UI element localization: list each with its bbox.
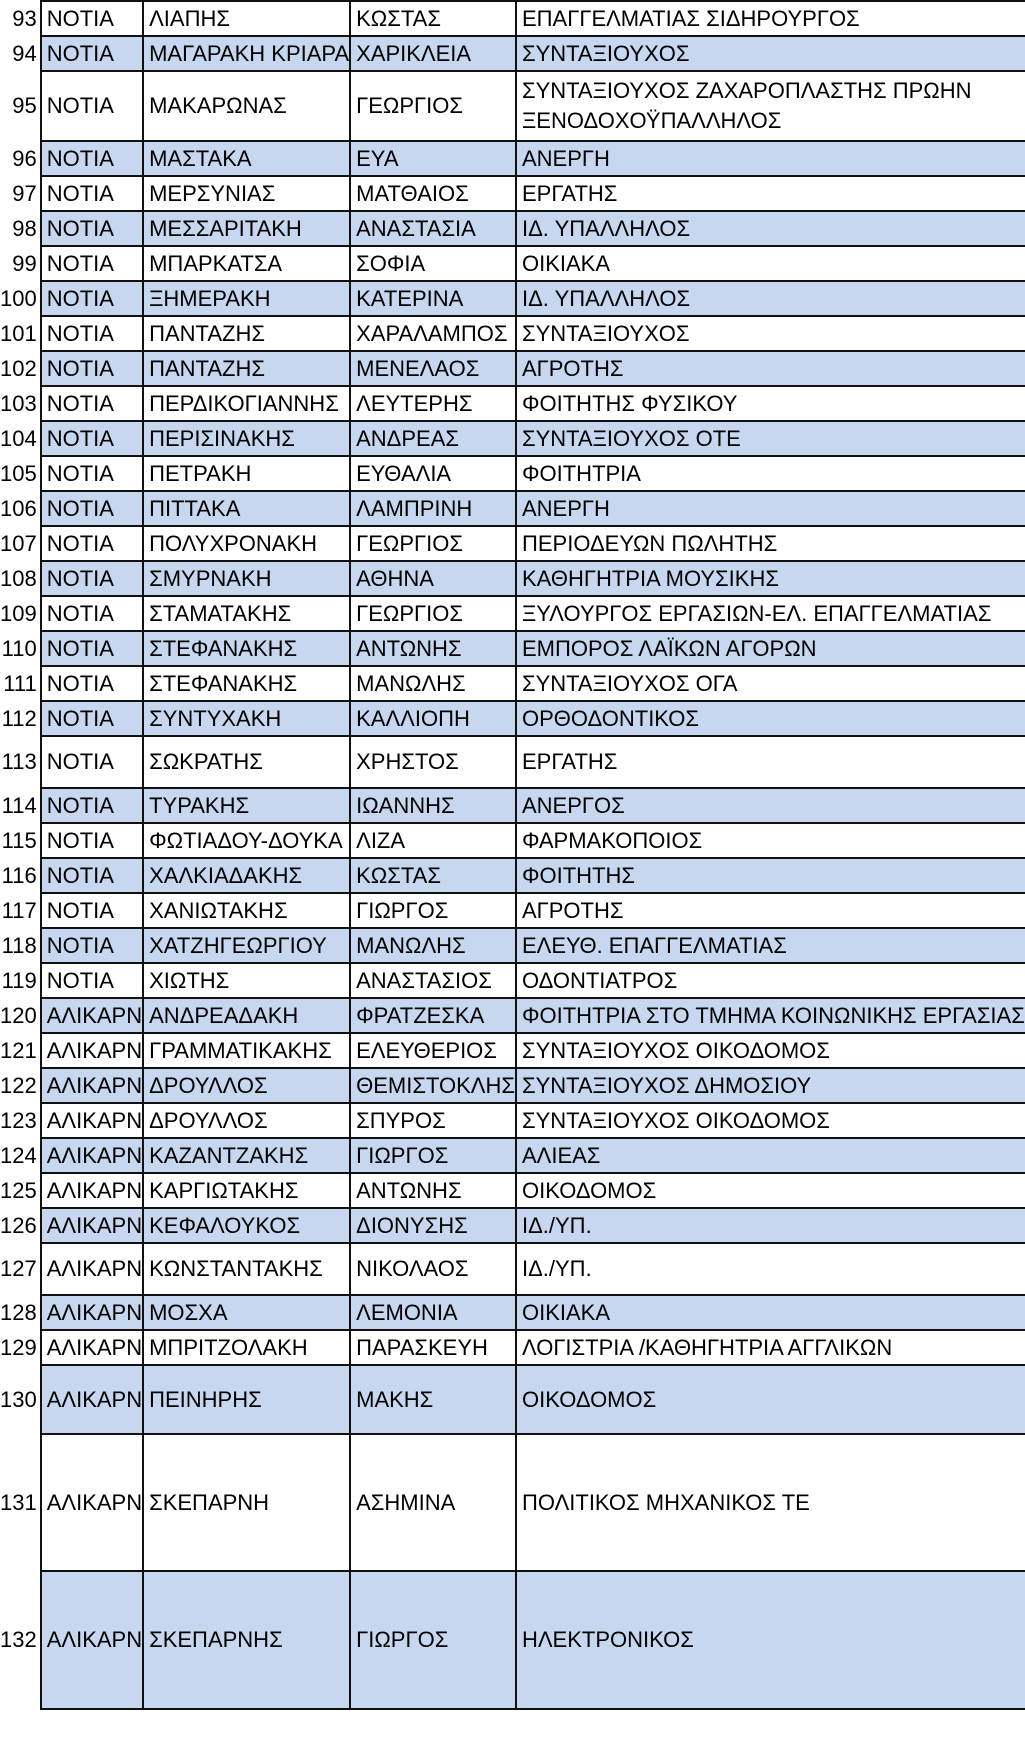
surname-cell: ΛΙΑΠΗΣ xyxy=(143,1,350,36)
occupation-cell: ΚΑΘΗΓΗΤΡΙΑ ΜΟΥΣΙΚΗΣ xyxy=(516,561,1025,596)
first-name-cell: ΕΥΘΑΛΙΑ xyxy=(350,456,516,491)
first-name-cell: ΣΠΥΡΟΣ xyxy=(350,1103,516,1138)
occupation-cell: ΑΓΡΟΤΗΣ xyxy=(516,351,1025,386)
surname-cell: ΜΠΑΡΚΑΤΣΑ xyxy=(143,246,350,281)
table-row xyxy=(0,1068,1025,1103)
row-number: 116 xyxy=(0,858,41,893)
table-row xyxy=(0,596,1025,631)
row-number: 127 xyxy=(0,1243,41,1295)
surname-cell: ΠΕΡΙΣΙΝΑΚΗΣ xyxy=(143,421,350,456)
surname-cell: ΠΟΛΥΧΡΟΝΑΚΗ xyxy=(143,526,350,561)
row-number: 106 xyxy=(0,491,41,526)
row-number: 105 xyxy=(0,456,41,491)
first-name-cell: ΦΡΑΤΖΕΣΚΑ xyxy=(350,998,516,1033)
row-number: 132 xyxy=(0,1571,41,1709)
first-name-cell: ΑΝΤΩΝΗΣ xyxy=(350,1173,516,1208)
row-number: 131 xyxy=(0,1434,41,1571)
table-row xyxy=(0,211,1025,246)
first-name-cell: ΠΑΡΑΣΚΕΥΗ xyxy=(350,1330,516,1365)
surname-cell: ΣΤΕΦΑΝΑΚΗΣ xyxy=(143,666,350,701)
area-cell: ΑΛΙΚΑΡΝ xyxy=(41,1033,143,1068)
first-name-cell: ΧΑΡΙΚΛΕΙΑ xyxy=(350,36,516,71)
occupation-cell: ΣΥΝΤΑΞΙΟΥΧΟΣ ΟΙΚΟΔΟΜΟΣ xyxy=(516,1033,1025,1068)
area-cell: ΝΟΤΙΑ xyxy=(41,176,143,211)
table-row xyxy=(0,788,1025,823)
occupation-cell: ΦΟΙΤΗΤΡΙΑ ΣΤΟ ΤΜΗΜΑ ΚΟΙΝΩΝΙΚΗΣ ΕΡΓΑΣΙΑΣ xyxy=(516,998,1025,1033)
surname-cell: ΠΑΝΤΑΖΗΣ xyxy=(143,316,350,351)
area-cell: ΑΛΙΚΑΡΝ xyxy=(41,1138,143,1173)
surname-cell: ΣΜΥΡΝΑΚΗ xyxy=(143,561,350,596)
row-number: 113 xyxy=(0,736,41,788)
area-cell: ΑΛΙΚΑΡΝ xyxy=(41,1173,143,1208)
row-number: 129 xyxy=(0,1330,41,1365)
row-number: 118 xyxy=(0,928,41,963)
table-row xyxy=(0,963,1025,998)
occupation-cell: ΦΟΙΤΗΤΡΙΑ xyxy=(516,456,1025,491)
first-name-cell: ΑΘΗΝΑ xyxy=(350,561,516,596)
area-cell: ΝΟΤΙΑ xyxy=(41,386,143,421)
occupation-cell: ΦΟΙΤΗΤΗΣ xyxy=(516,858,1025,893)
table-row xyxy=(0,1,1025,36)
occupation-cell: ΦΑΡΜΑΚΟΠΟΙΟΣ xyxy=(516,823,1025,858)
first-name-cell: ΚΩΣΤΑΣ xyxy=(350,858,516,893)
table-row xyxy=(0,176,1025,211)
occupation-cell: ΟΡΘΟΔΟΝΤΙΚΟΣ xyxy=(516,701,1025,736)
area-cell: ΝΟΤΙΑ xyxy=(41,893,143,928)
area-cell: ΝΟΤΙΑ xyxy=(41,316,143,351)
first-name-cell: ΛΑΜΠΡΙΝΗ xyxy=(350,491,516,526)
row-number: 128 xyxy=(0,1295,41,1330)
occupation-cell: ΦΟΙΤΗΤΗΣ ΦΥΣΙΚΟΥ xyxy=(516,386,1025,421)
table-row xyxy=(0,386,1025,421)
row-number: 110 xyxy=(0,631,41,666)
first-name-cell: ΧΡΗΣΤΟΣ xyxy=(350,736,516,788)
area-cell: ΝΟΤΙΑ xyxy=(41,1,143,36)
row-number: 109 xyxy=(0,596,41,631)
row-number: 101 xyxy=(0,316,41,351)
area-cell: ΝΟΤΙΑ xyxy=(41,561,143,596)
area-cell: ΑΛΙΚΑΡΝ xyxy=(41,1295,143,1330)
table-row xyxy=(0,1243,1025,1295)
surname-cell: ΧΙΩΤΗΣ xyxy=(143,963,350,998)
first-name-cell: ΘΕΜΙΣΤΟΚΛΗΣ xyxy=(350,1068,516,1103)
first-name-cell: ΑΣΗΜΙΝΑ xyxy=(350,1434,516,1571)
row-number: 130 xyxy=(0,1365,41,1434)
first-name-cell: ΚΩΣΤΑΣ xyxy=(350,1,516,36)
surname-cell: ΧΑΝΙΩΤΑΚΗΣ xyxy=(143,893,350,928)
surname-cell: ΤΥΡΑΚΗΣ xyxy=(143,788,350,823)
row-number: 119 xyxy=(0,963,41,998)
first-name-cell: ΙΩΑΝΝΗΣ xyxy=(350,788,516,823)
first-name-cell: ΑΝΤΩΝΗΣ xyxy=(350,631,516,666)
row-number: 121 xyxy=(0,1033,41,1068)
occupation-cell: ΛΟΓΙΣΤΡΙΑ /ΚΑΘΗΓΗΤΡΙΑ ΑΓΓΛΙΚΩΝ xyxy=(516,1330,1025,1365)
first-name-cell: ΜΑΝΩΛΗΣ xyxy=(350,666,516,701)
area-cell: ΝΟΤΙΑ xyxy=(41,963,143,998)
area-cell: ΑΛΙΚΑΡΝ xyxy=(41,1103,143,1138)
table-row xyxy=(0,998,1025,1033)
occupation-cell: ΗΛΕΚΤΡΟΝΙΚΟΣ xyxy=(516,1571,1025,1709)
occupation-cell: ΑΝΕΡΓΟΣ xyxy=(516,788,1025,823)
area-cell: ΝΟΤΙΑ xyxy=(41,71,143,141)
row-number: 114 xyxy=(0,788,41,823)
first-name-cell: ΚΑΛΛΙΟΠΗ xyxy=(350,701,516,736)
row-number: 93 xyxy=(0,1,41,36)
surname-cell: ΔΡΟΥΛΛΟΣ xyxy=(143,1068,350,1103)
occupation-cell: ΣΥΝΤΑΞΙΟΥΧΟΣ ΟΓΑ xyxy=(516,666,1025,701)
table-row xyxy=(0,246,1025,281)
occupation-cell: ΠΕΡΙΟΔΕΥΩΝ ΠΩΛΗΤΗΣ xyxy=(516,526,1025,561)
area-cell: ΝΟΤΙΑ xyxy=(41,141,143,176)
first-name-cell: ΓΕΩΡΓΙΟΣ xyxy=(350,526,516,561)
occupation-cell: ΕΜΠΟΡΟΣ ΛΑΪΚΩΝ ΑΓΟΡΩΝ xyxy=(516,631,1025,666)
row-number: 115 xyxy=(0,823,41,858)
area-cell: ΝΟΤΙΑ xyxy=(41,928,143,963)
table-row xyxy=(0,736,1025,788)
surname-cell: ΓΡΑΜΜΑΤΙΚΑΚΗΣ xyxy=(143,1033,350,1068)
occupation-cell: ΑΝΕΡΓΗ xyxy=(516,141,1025,176)
first-name-cell: ΝΙΚΟΛΑΟΣ xyxy=(350,1243,516,1295)
area-cell: ΝΟΤΙΑ xyxy=(41,596,143,631)
area-cell: ΝΟΤΙΑ xyxy=(41,36,143,71)
first-name-cell: ΓΙΩΡΓΟΣ xyxy=(350,1138,516,1173)
first-name-cell: ΑΝΔΡΕΑΣ xyxy=(350,421,516,456)
area-cell: ΝΟΤΙΑ xyxy=(41,736,143,788)
table-row xyxy=(0,421,1025,456)
first-name-cell: ΜΑΚΗΣ xyxy=(350,1365,516,1434)
table-row xyxy=(0,1295,1025,1330)
area-cell: ΝΟΤΙΑ xyxy=(41,631,143,666)
occupation-cell: ΙΔ./ΥΠ. xyxy=(516,1243,1025,1295)
row-number: 123 xyxy=(0,1103,41,1138)
occupation-cell: ΣΥΝΤΑΞΙΟΥΧΟΣ ΔΗΜΟΣΙΟΥ xyxy=(516,1068,1025,1103)
row-number: 107 xyxy=(0,526,41,561)
first-name-cell: ΧΑΡΑΛΑΜΠΟΣ xyxy=(350,316,516,351)
surname-cell: ΠΙΤΤΑΚΑ xyxy=(143,491,350,526)
first-name-cell: ΜΑΝΩΛΗΣ xyxy=(350,928,516,963)
surname-cell: ΜΟΣΧΑ xyxy=(143,1295,350,1330)
row-number: 126 xyxy=(0,1208,41,1243)
area-cell: ΝΟΤΙΑ xyxy=(41,456,143,491)
row-number: 95 xyxy=(0,71,41,141)
surname-cell: ΑΝΔΡΕΑΔΑΚΗ xyxy=(143,998,350,1033)
table-row xyxy=(0,141,1025,176)
area-cell: ΝΟΤΙΑ xyxy=(41,701,143,736)
row-number: 103 xyxy=(0,386,41,421)
surname-cell: ΧΑΛΚΙΑΔΑΚΗΣ xyxy=(143,858,350,893)
surname-cell: ΚΑΡΓΙΩΤΑΚΗΣ xyxy=(143,1173,350,1208)
area-cell: ΝΟΤΙΑ xyxy=(41,788,143,823)
area-cell: ΝΟΤΙΑ xyxy=(41,858,143,893)
table-row xyxy=(0,631,1025,666)
occupation-cell: ΟΙΚΙΑΚΑ xyxy=(516,246,1025,281)
area-cell: ΑΛΙΚΑΡΝ xyxy=(41,1571,143,1709)
occupation-cell: ΑΓΡΟΤΗΣ xyxy=(516,893,1025,928)
table-row xyxy=(0,71,1025,141)
occupation-cell: ΣΥΝΤΑΞΙΟΥΧΟΣ xyxy=(516,36,1025,71)
table-row xyxy=(0,491,1025,526)
surname-cell: ΠΕΙΝΗΡΗΣ xyxy=(143,1365,350,1434)
area-cell: ΑΛΙΚΑΡΝ xyxy=(41,1330,143,1365)
table-row xyxy=(0,858,1025,893)
first-name-cell: ΑΝΑΣΤΑΣΙΟΣ xyxy=(350,963,516,998)
surname-cell: ΜΑΣΤΑΚΑ xyxy=(143,141,350,176)
first-name-cell: ΛΕΥΤΕΡΗΣ xyxy=(350,386,516,421)
surname-cell: ΧΑΤΖΗΓΕΩΡΓΙΟΥ xyxy=(143,928,350,963)
area-cell: ΝΟΤΙΑ xyxy=(41,666,143,701)
area-cell: ΑΛΙΚΑΡΝ xyxy=(41,1208,143,1243)
area-cell: ΑΛΙΚΑΡΝ xyxy=(41,1068,143,1103)
table-row xyxy=(0,281,1025,316)
first-name-cell: ΜΑΤΘΑΙΟΣ xyxy=(350,176,516,211)
first-name-cell: ΛΙΖΑ xyxy=(350,823,516,858)
occupation-cell: ΕΡΓΑΤΗΣ xyxy=(516,736,1025,788)
first-name-cell: ΣΟΦΙΑ xyxy=(350,246,516,281)
surname-cell: ΠΕΤΡΑΚΗ xyxy=(143,456,350,491)
surname-cell: ΣΚΕΠΑΡΝΗΣ xyxy=(143,1571,350,1709)
surname-cell: ΣΥΝΤΥΧΑΚΗ xyxy=(143,701,350,736)
row-number: 96 xyxy=(0,141,41,176)
row-number: 125 xyxy=(0,1173,41,1208)
area-cell: ΝΟΤΙΑ xyxy=(41,526,143,561)
row-number: 97 xyxy=(0,176,41,211)
surname-cell: ΞΗΜΕΡΑΚΗ xyxy=(143,281,350,316)
occupation-cell: ΙΔ. ΥΠΑΛΛΗΛΟΣ xyxy=(516,281,1025,316)
surname-cell: ΣΤΕΦΑΝΑΚΗΣ xyxy=(143,631,350,666)
first-name-cell: ΓΕΩΡΓΙΟΣ xyxy=(350,596,516,631)
row-number: 102 xyxy=(0,351,41,386)
occupation-cell: ΑΝΕΡΓΗ xyxy=(516,491,1025,526)
row-number: 111 xyxy=(0,666,41,701)
surname-cell: ΠΕΡΔΙΚΟΓΙΑΝΝΗΣ xyxy=(143,386,350,421)
area-cell: ΝΟΤΙΑ xyxy=(41,351,143,386)
row-number: 104 xyxy=(0,421,41,456)
area-cell: ΑΛΙΚΑΡΝ xyxy=(41,1434,143,1571)
occupation-cell: ΙΔ./ΥΠ. xyxy=(516,1208,1025,1243)
row-number: 94 xyxy=(0,36,41,71)
surname-cell: ΚΕΦΑΛΟΥΚΟΣ xyxy=(143,1208,350,1243)
table-row xyxy=(0,1434,1025,1571)
occupation-cell: ΠΟΛΙΤΙΚΟΣ ΜΗΧΑΝΙΚΟΣ ΤΕ xyxy=(516,1434,1025,1571)
occupation-cell: ΟΙΚΟΔΟΜΟΣ xyxy=(516,1365,1025,1434)
first-name-cell: ΓΙΩΡΓΟΣ xyxy=(350,1571,516,1709)
table-row xyxy=(0,928,1025,963)
row-number: 112 xyxy=(0,701,41,736)
surname-cell: ΣΩΚΡΑΤΗΣ xyxy=(143,736,350,788)
row-number: 124 xyxy=(0,1138,41,1173)
table-row xyxy=(0,316,1025,351)
surname-cell: ΜΠΡΙΤΖΟΛΑΚΗ xyxy=(143,1330,350,1365)
first-name-cell: ΑΝΑΣΤΑΣΙΑ xyxy=(350,211,516,246)
occupation-cell: ΙΔ. ΥΠΑΛΛΗΛΟΣ xyxy=(516,211,1025,246)
surname-cell: ΚΩΝΣΤΑΝΤΑΚΗΣ xyxy=(143,1243,350,1295)
area-cell: ΝΟΤΙΑ xyxy=(41,491,143,526)
occupation-cell: ΞΥΛΟΥΡΓΟΣ ΕΡΓΑΣΙΩΝ-ΕΛ. ΕΠΑΓΓΕΛΜΑΤΙΑΣ xyxy=(516,596,1025,631)
surname-cell: ΜΑΚΑΡΩΝΑΣ xyxy=(143,71,350,141)
first-name-cell: ΛΕΜΟΝΙΑ xyxy=(350,1295,516,1330)
row-number: 120 xyxy=(0,998,41,1033)
occupation-cell: ΣΥΝΤΑΞΙΟΥΧΟΣ ΖΑΧΑΡΟΠΛΑΣΤΗΣ ΠΡΩΗΝ ΞΕΝΟΔΟΧΟΫΠΑΛΛΗΛΟΣ xyxy=(516,71,1025,141)
row-number: 108 xyxy=(0,561,41,596)
occupation-cell: ΟΔΟΝΤΙΑΤΡΟΣ xyxy=(516,963,1025,998)
surname-cell: ΜΕΣΣΑΡΙΤΑΚΗ xyxy=(143,211,350,246)
area-cell: ΝΟΤΙΑ xyxy=(41,246,143,281)
table-row xyxy=(0,1571,1025,1709)
table-row xyxy=(0,1365,1025,1434)
occupation-cell: ΑΛΙΕΑΣ xyxy=(516,1138,1025,1173)
row-number: 100 xyxy=(0,281,41,316)
table-row xyxy=(0,893,1025,928)
table-row xyxy=(0,1330,1025,1365)
table-row xyxy=(0,36,1025,71)
surname-cell: ΜΑΓΑΡΑΚΗ ΚΡΙΑΡΑ xyxy=(143,36,350,71)
area-cell: ΑΛΙΚΑΡΝ xyxy=(41,998,143,1033)
occupation-cell: ΟΙΚΙΑΚΑ xyxy=(516,1295,1025,1330)
occupation-cell: ΣΥΝΤΑΞΙΟΥΧΟΣ ΟΤΕ xyxy=(516,421,1025,456)
table-row xyxy=(0,666,1025,701)
first-name-cell: ΜΕΝΕΛΑΟΣ xyxy=(350,351,516,386)
occupation-cell: ΣΥΝΤΑΞΙΟΥΧΟΣ xyxy=(516,316,1025,351)
surname-cell: ΦΩΤΙΑΔΟΥ-ΔΟΥΚΑ xyxy=(143,823,350,858)
surname-cell: ΠΑΝΤΑΖΗΣ xyxy=(143,351,350,386)
table-row xyxy=(0,1208,1025,1243)
area-cell: ΝΟΤΙΑ xyxy=(41,421,143,456)
table-row xyxy=(0,823,1025,858)
area-cell: ΑΛΙΚΑΡΝ xyxy=(41,1243,143,1295)
row-number: 99 xyxy=(0,246,41,281)
occupation-cell: ΣΥΝΤΑΞΙΟΥΧΟΣ ΟΙΚΟΔΟΜΟΣ xyxy=(516,1103,1025,1138)
occupation-cell: ΕΠΑΓΓΕΛΜΑΤΙΑΣ ΣΙΔΗΡΟΥΡΓΟΣ xyxy=(516,1,1025,36)
first-name-cell: ΓΕΩΡΓΙΟΣ xyxy=(350,71,516,141)
first-name-cell: ΓΙΩΡΓΟΣ xyxy=(350,893,516,928)
row-number: 117 xyxy=(0,893,41,928)
surname-cell: ΔΡΟΥΛΛΟΣ xyxy=(143,1103,350,1138)
surname-cell: ΣΤΑΜΑΤΑΚΗΣ xyxy=(143,596,350,631)
first-name-cell: ΔΙΟΝΥΣΗΣ xyxy=(350,1208,516,1243)
table-row xyxy=(0,1173,1025,1208)
occupation-cell: ΟΙΚΟΔΟΜΟΣ xyxy=(516,1173,1025,1208)
first-name-cell: ΚΑΤΕΡΙΝΑ xyxy=(350,281,516,316)
area-cell: ΝΟΤΙΑ xyxy=(41,281,143,316)
surname-cell: ΚΑΖΑΝΤΖΑΚΗΣ xyxy=(143,1138,350,1173)
row-number: 122 xyxy=(0,1068,41,1103)
area-cell: ΝΟΤΙΑ xyxy=(41,211,143,246)
table-row xyxy=(0,1138,1025,1173)
table-row xyxy=(0,456,1025,491)
surname-cell: ΜΕΡΣΥΝΙΑΣ xyxy=(143,176,350,211)
first-name-cell: ΕΥΑ xyxy=(350,141,516,176)
area-cell: ΑΛΙΚΑΡΝ xyxy=(41,1365,143,1434)
first-name-cell: ΕΛΕΥΘΕΡΙΟΣ xyxy=(350,1033,516,1068)
row-number: 98 xyxy=(0,211,41,246)
table-row xyxy=(0,701,1025,736)
surname-cell: ΣΚΕΠΑΡΝΗ xyxy=(143,1434,350,1571)
table-row xyxy=(0,561,1025,596)
spreadsheet-body xyxy=(0,1,1025,1709)
occupation-cell: ΕΛΕΥΘ. ΕΠΑΓΓΕΛΜΑΤΙΑΣ xyxy=(516,928,1025,963)
table-row xyxy=(0,526,1025,561)
table-row xyxy=(0,1103,1025,1138)
table-row xyxy=(0,1033,1025,1068)
occupation-cell: ΕΡΓΑΤΗΣ xyxy=(516,176,1025,211)
table-row xyxy=(0,351,1025,386)
area-cell: ΝΟΤΙΑ xyxy=(41,823,143,858)
